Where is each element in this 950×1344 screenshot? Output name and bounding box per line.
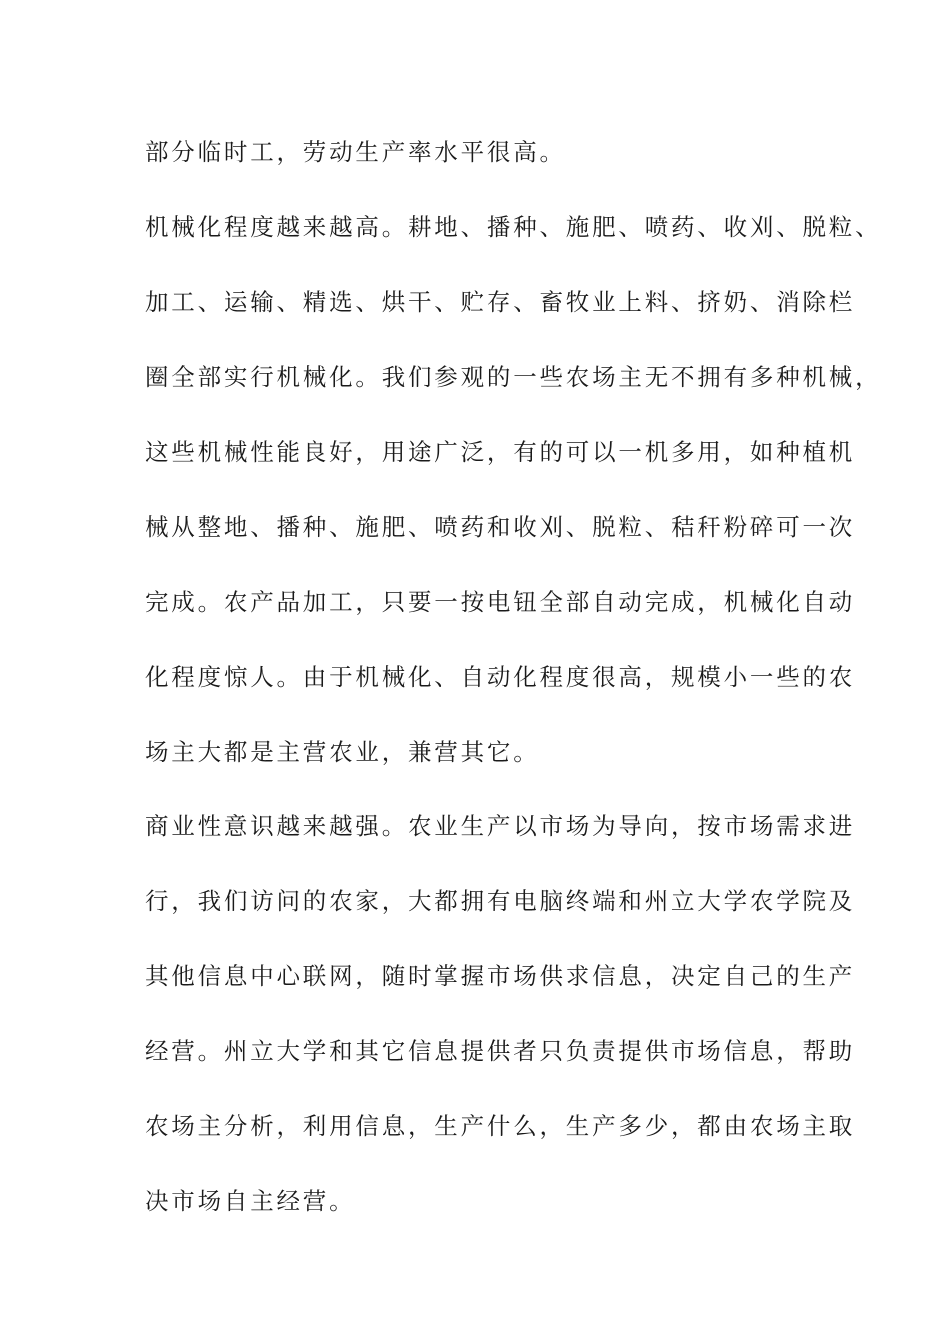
text-line: 完成。农产品加工，只要一按电钮全部自动完成，机械化自动 xyxy=(145,588,856,616)
text-line: 商业性意识越来越强。农业生产以市场为导向，按市场需求进 xyxy=(145,812,856,840)
text-line: 部分临时工，劳动生产率水平很高。 xyxy=(145,138,566,166)
text-line: 加工、运输、精选、烘干、贮存、畜牧业上料、挤奶、消除栏 xyxy=(145,288,856,316)
text-line: 场主大都是主营农业，兼营其它。 xyxy=(145,738,540,766)
text-line: 这些机械性能良好，用途广泛，有的可以一机多用，如种植机 xyxy=(145,438,856,466)
text-line: 其他信息中心联网，随时掌握市场供求信息，决定自己的生产 xyxy=(145,962,856,990)
text-line: 械从整地、播种、施肥、喷药和收刈、脱粒、秸秆粉碎可一次 xyxy=(145,513,856,541)
text-line: 经营。州立大学和其它信息提供者只负责提供市场信息，帮助 xyxy=(145,1037,856,1065)
text-line: 行，我们访问的农家，大都拥有电脑终端和州立大学农学院及 xyxy=(145,887,856,915)
text-line: 机械化程度越来越高。耕地、播种、施肥、喷药、收刈、脱粒、 xyxy=(145,213,882,241)
text-line: 决市场自主经营。 xyxy=(145,1187,356,1215)
text-line: 化程度惊人。由于机械化、自动化程度很高，规模小一些的农 xyxy=(145,663,856,691)
text-line: 圈全部实行机械化。我们参观的一些农场主无不拥有多种机械， xyxy=(145,363,882,391)
text-line: 农场主分析，利用信息，生产什么，生产多少，都由农场主取 xyxy=(145,1112,856,1140)
